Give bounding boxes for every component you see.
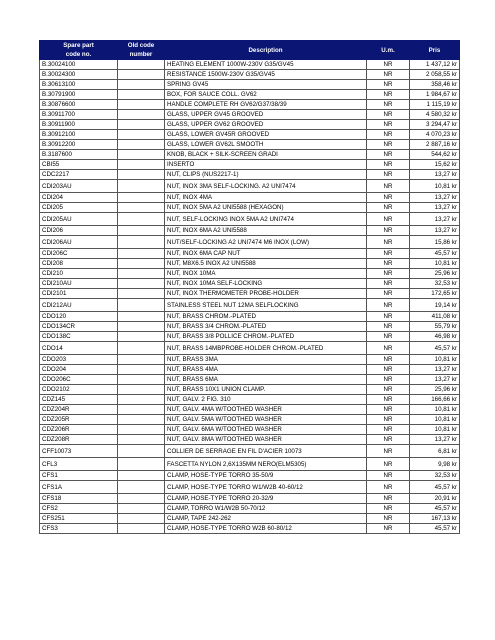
cell-old-code xyxy=(118,312,165,322)
cell-price: 166,66 kr xyxy=(410,395,460,405)
price-list-table xyxy=(39,40,460,534)
cell-price: 10,81 kr xyxy=(410,259,460,269)
cell-price: 15,86 kr xyxy=(410,236,460,249)
cell-price: 45,57 kr xyxy=(410,524,460,534)
cell-old-code xyxy=(118,249,165,259)
cell-price: 2 887,16 kr xyxy=(410,140,460,150)
cell-old-code xyxy=(118,110,165,120)
cell-unit: NR xyxy=(367,170,410,180)
cell-price: 46,98 kr xyxy=(410,332,460,342)
cell-code: CDZ208R xyxy=(40,435,118,445)
cell-unit: NR xyxy=(367,494,410,504)
cell-description: COLLIER DE SERRAGE EN FIL D'ACIER 10073 xyxy=(165,445,367,458)
cell-description: BOX, FOR SAUCE COLL. GV62 xyxy=(165,90,367,100)
table-row xyxy=(40,236,460,249)
header-unit: U.m. xyxy=(367,41,410,60)
table-row xyxy=(40,269,460,279)
cell-description: NUT, GALV. 5MA W/TOOTHED WASHER xyxy=(165,415,367,425)
cell-description: CLAMP, HOSE-TYPE TORRO 35-50/9 xyxy=(165,471,367,481)
cell-old-code xyxy=(118,170,165,180)
table-row xyxy=(40,259,460,269)
table-row xyxy=(40,299,460,312)
cell-description: NUT, INOX 4MA xyxy=(165,193,367,203)
cell-price: 1 115,19 kr xyxy=(410,100,460,110)
cell-description: NUT, GALV. 6MA W/TOOTHED WASHER xyxy=(165,425,367,435)
cell-description: CLAMP, HOSE-TYPE TORRO W1/W2B 40-60/12 xyxy=(165,481,367,494)
cell-code: B.3187600 xyxy=(40,150,118,160)
cell-price: 13,27 kr xyxy=(410,213,460,226)
cell-unit: NR xyxy=(367,395,410,405)
cell-code: B.30912200 xyxy=(40,140,118,150)
table-row xyxy=(40,160,460,170)
cell-description: CLAMP, HOSE-TYPE TORRO W2B 60-80/12 xyxy=(165,524,367,534)
table-row xyxy=(40,100,460,110)
table-row xyxy=(40,445,460,458)
cell-old-code xyxy=(118,160,165,170)
table-row xyxy=(40,524,460,534)
cell-old-code xyxy=(118,405,165,415)
table-row xyxy=(40,415,460,425)
cell-unit: NR xyxy=(367,213,410,226)
cell-unit: NR xyxy=(367,312,410,322)
table-row xyxy=(40,504,460,514)
cell-description: FASCETTA NYLON 2,6X135MM NERO(ELM5305) xyxy=(165,458,367,471)
cell-price: 45,57 kr xyxy=(410,249,460,259)
cell-old-code xyxy=(118,425,165,435)
cell-description: NUT, INOX 3MA SELF-LOCKING. A2 UNI7474 xyxy=(165,180,367,193)
cell-description: NUT, GALV. 8MA W/TOOTHED WASHER xyxy=(165,435,367,445)
cell-old-code xyxy=(118,269,165,279)
cell-price: 10,81 kr xyxy=(410,405,460,415)
table-row xyxy=(40,375,460,385)
cell-description: HEATING ELEMENT 1000W-230V G35/GV45 xyxy=(165,60,367,70)
cell-code: CDZ205R xyxy=(40,415,118,425)
cell-price: 45,57 kr xyxy=(410,504,460,514)
cell-code: CDI206AU xyxy=(40,236,118,249)
cell-unit: NR xyxy=(367,180,410,193)
cell-unit: NR xyxy=(367,299,410,312)
cell-code: CDZ145 xyxy=(40,395,118,405)
cell-description: NUT, BRASS 3/8 POLLICE CHROM.-PLATED xyxy=(165,332,367,342)
cell-unit: NR xyxy=(367,130,410,140)
cell-code: CFL3 xyxy=(40,458,118,471)
cell-unit: NR xyxy=(367,504,410,514)
cell-old-code xyxy=(118,299,165,312)
cell-description: GLASS, UPPER GV45 GROOVED xyxy=(165,110,367,120)
cell-unit: NR xyxy=(367,160,410,170)
cell-unit: NR xyxy=(367,322,410,332)
cell-unit: NR xyxy=(367,471,410,481)
cell-description: NUT, BRASS 3MA xyxy=(165,355,367,365)
table-row xyxy=(40,355,460,365)
table-row xyxy=(40,494,460,504)
cell-description: INSERTO xyxy=(165,160,367,170)
price-list-sheet xyxy=(39,40,459,534)
cell-old-code xyxy=(118,415,165,425)
cell-code: CDO120 xyxy=(40,312,118,322)
table-body xyxy=(40,60,460,534)
cell-unit: NR xyxy=(367,140,410,150)
header-spare-part-line1: Spare part xyxy=(63,42,94,49)
cell-unit: NR xyxy=(367,193,410,203)
cell-description: NUT, INOX 10MA xyxy=(165,269,367,279)
cell-code: CDO2102 xyxy=(40,385,118,395)
cell-price: 544,62 kr xyxy=(410,150,460,160)
cell-price: 13,27 kr xyxy=(410,435,460,445)
cell-unit: NR xyxy=(367,458,410,471)
cell-unit: NR xyxy=(367,90,410,100)
table-row xyxy=(40,312,460,322)
table-row xyxy=(40,60,460,70)
cell-description: SPRING GV45 xyxy=(165,80,367,90)
cell-unit: NR xyxy=(367,385,410,395)
table-row xyxy=(40,481,460,494)
cell-unit: NR xyxy=(367,445,410,458)
cell-description: GLASS, LOWER GV62L SMOOTH xyxy=(165,140,367,150)
cell-price: 13,27 kr xyxy=(410,365,460,375)
cell-description: NUT, INOX 5MA A2 UNI5588 (HEXAGON) xyxy=(165,203,367,213)
cell-price: 25,96 kr xyxy=(410,385,460,395)
cell-unit: NR xyxy=(367,60,410,70)
cell-description: NUT/SELF-LOCKING A2 UNI7474 M6 INOX (LOW) xyxy=(165,236,367,249)
cell-old-code xyxy=(118,435,165,445)
table-row xyxy=(40,110,460,120)
cell-price: 1 984,67 kr xyxy=(410,90,460,100)
cell-code: CDZ206R xyxy=(40,425,118,435)
cell-price: 55,79 kr xyxy=(410,322,460,332)
cell-price: 167,13 kr xyxy=(410,514,460,524)
cell-code: CDI208 xyxy=(40,259,118,269)
cell-old-code xyxy=(118,494,165,504)
cell-price: 4 070,23 kr xyxy=(410,130,460,140)
cell-old-code xyxy=(118,355,165,365)
header-old-code-line2: number xyxy=(129,51,153,58)
cell-price: 2 058,55 kr xyxy=(410,70,460,80)
table-row xyxy=(40,130,460,140)
cell-unit: NR xyxy=(367,249,410,259)
table-row xyxy=(40,514,460,524)
cell-old-code xyxy=(118,140,165,150)
cell-code: CDI206C xyxy=(40,249,118,259)
cell-old-code xyxy=(118,332,165,342)
cell-code: B.30876600 xyxy=(40,100,118,110)
cell-price: 32,53 kr xyxy=(410,279,460,289)
cell-price: 358,46 kr xyxy=(410,80,460,90)
cell-code: CFS18 xyxy=(40,494,118,504)
cell-description: STAINLESS STEEL NUT 12MA SELFLOCKING xyxy=(165,299,367,312)
table-row xyxy=(40,405,460,415)
cell-code: CDI203AU xyxy=(40,180,118,193)
header-price: Pris xyxy=(410,41,460,60)
cell-description: CLAMP, TORRO W1/W2B 50-70/12 xyxy=(165,504,367,514)
table-row xyxy=(40,332,460,342)
cell-old-code xyxy=(118,180,165,193)
cell-code: CDI205AU xyxy=(40,213,118,226)
cell-old-code xyxy=(118,524,165,534)
cell-unit: NR xyxy=(367,110,410,120)
table-row xyxy=(40,193,460,203)
cell-unit: NR xyxy=(367,405,410,415)
cell-old-code xyxy=(118,236,165,249)
cell-code: CDI210AU xyxy=(40,279,118,289)
cell-code: CDO138C xyxy=(40,332,118,342)
cell-old-code xyxy=(118,514,165,524)
table-row xyxy=(40,279,460,289)
cell-unit: NR xyxy=(367,70,410,80)
cell-old-code xyxy=(118,504,165,514)
cell-old-code xyxy=(118,322,165,332)
cell-code: CDO134CR xyxy=(40,322,118,332)
cell-code: B.30024100 xyxy=(40,60,118,70)
table-row xyxy=(40,170,460,180)
cell-price: 45,57 kr xyxy=(410,481,460,494)
cell-price: 19,14 kr xyxy=(410,299,460,312)
cell-code: CFF10073 xyxy=(40,445,118,458)
cell-description: GLASS, UPPER GV62 GROOVED xyxy=(165,120,367,130)
cell-price: 25,96 kr xyxy=(410,269,460,279)
cell-old-code xyxy=(118,395,165,405)
table-row xyxy=(40,150,460,160)
cell-old-code xyxy=(118,60,165,70)
cell-price: 10,81 kr xyxy=(410,415,460,425)
cell-unit: NR xyxy=(367,150,410,160)
cell-old-code xyxy=(118,289,165,299)
cell-code: CFS251 xyxy=(40,514,118,524)
cell-description: GLASS, LOWER GV45R GROOVED xyxy=(165,130,367,140)
cell-code: CDI212AU xyxy=(40,299,118,312)
cell-code: B.30912100 xyxy=(40,130,118,140)
cell-price: 3 294,47 kr xyxy=(410,120,460,130)
cell-description: NUT, BRASS CHROM.-PLATED xyxy=(165,312,367,322)
table-row xyxy=(40,322,460,332)
table-row xyxy=(40,70,460,80)
table-row xyxy=(40,395,460,405)
cell-old-code xyxy=(118,458,165,471)
cell-unit: NR xyxy=(367,269,410,279)
cell-price: 172,65 kr xyxy=(410,289,460,299)
cell-unit: NR xyxy=(367,120,410,130)
header-spare-part xyxy=(40,41,118,60)
table-row xyxy=(40,289,460,299)
cell-price: 32,53 kr xyxy=(410,471,460,481)
cell-old-code xyxy=(118,100,165,110)
cell-old-code xyxy=(118,481,165,494)
cell-code: CDO206C xyxy=(40,375,118,385)
cell-old-code xyxy=(118,213,165,226)
cell-description: NUT, BRASS 14MBPROBE-HOLDER CHROM.-PLATED xyxy=(165,342,367,355)
cell-code: CFS2 xyxy=(40,504,118,514)
table-row xyxy=(40,213,460,226)
table-row xyxy=(40,249,460,259)
cell-unit: NR xyxy=(367,236,410,249)
cell-description: NUT, INOX 6MA CAP NUT xyxy=(165,249,367,259)
cell-unit: NR xyxy=(367,481,410,494)
cell-unit: NR xyxy=(367,375,410,385)
table-row xyxy=(40,203,460,213)
cell-description: NUT, M8X6.5 INOX A2 UNI5588 xyxy=(165,259,367,269)
table-row xyxy=(40,425,460,435)
cell-description: NUT, GALV. 2 FIG. 310 xyxy=(165,395,367,405)
cell-code: CDZ204R xyxy=(40,405,118,415)
cell-description: NUT, INOX 10MA SELF-LOCKING xyxy=(165,279,367,289)
cell-price: 15,62 kr xyxy=(410,160,460,170)
table-row xyxy=(40,90,460,100)
cell-old-code xyxy=(118,120,165,130)
table-header xyxy=(40,41,460,60)
cell-description: NUT, INOX 6MA A2 UNI5588 xyxy=(165,226,367,236)
cell-unit: NR xyxy=(367,514,410,524)
header-description: Description xyxy=(165,41,367,60)
cell-description: HANDLE COMPLETE RH GV62/G37/38/39 xyxy=(165,100,367,110)
cell-code: CDO203 xyxy=(40,355,118,365)
cell-unit: NR xyxy=(367,203,410,213)
cell-old-code xyxy=(118,150,165,160)
cell-price: 4 580,32 kr xyxy=(410,110,460,120)
cell-code: B.30911900 xyxy=(40,120,118,130)
cell-price: 13,27 kr xyxy=(410,170,460,180)
cell-unit: NR xyxy=(367,80,410,90)
header-old-code xyxy=(118,41,165,60)
cell-code: CFS1 xyxy=(40,471,118,481)
cell-old-code xyxy=(118,279,165,289)
cell-description: NUT, SELF-LOCKING INOX 5MA A2 UNI7474 xyxy=(165,213,367,226)
cell-description: KNOB, BLACK + SILK-SCREEN GRADI xyxy=(165,150,367,160)
table-row xyxy=(40,435,460,445)
table-row xyxy=(40,365,460,375)
cell-unit: NR xyxy=(367,100,410,110)
cell-old-code xyxy=(118,471,165,481)
cell-code: CFS1A xyxy=(40,481,118,494)
cell-price: 13,27 kr xyxy=(410,203,460,213)
header-spare-part-line2: code no. xyxy=(65,51,92,58)
table-row xyxy=(40,458,460,471)
cell-description: NUT, BRASS 10X1 UNION CLAMP. xyxy=(165,385,367,395)
cell-price: 10,81 kr xyxy=(410,180,460,193)
cell-old-code xyxy=(118,445,165,458)
cell-description: NUT, INOX THERMOMETER PROBE-HOLDER xyxy=(165,289,367,299)
cell-unit: NR xyxy=(367,415,410,425)
cell-code: CDI206 xyxy=(40,226,118,236)
cell-price: 6,81 kr xyxy=(410,445,460,458)
cell-old-code xyxy=(118,80,165,90)
cell-price: 411,08 kr xyxy=(410,312,460,322)
cell-old-code xyxy=(118,90,165,100)
cell-description: NUT, BRASS 6MA xyxy=(165,375,367,385)
table-row xyxy=(40,385,460,395)
cell-description: NUT, CLIPS (NUS2217-1) xyxy=(165,170,367,180)
cell-old-code xyxy=(118,130,165,140)
table-row xyxy=(40,140,460,150)
cell-code: B.30613100 xyxy=(40,80,118,90)
cell-price: 13,27 kr xyxy=(410,375,460,385)
cell-price: 13,27 kr xyxy=(410,226,460,236)
cell-unit: NR xyxy=(367,289,410,299)
cell-description: NUT, BRASS 3/4 CHROM.-PLATED xyxy=(165,322,367,332)
cell-old-code xyxy=(118,226,165,236)
cell-price: 13,27 kr xyxy=(410,193,460,203)
cell-code: CDI210 xyxy=(40,269,118,279)
cell-old-code xyxy=(118,342,165,355)
cell-code: CDO204 xyxy=(40,365,118,375)
table-row xyxy=(40,120,460,130)
cell-unit: NR xyxy=(367,425,410,435)
table-row xyxy=(40,180,460,193)
cell-unit: NR xyxy=(367,279,410,289)
cell-unit: NR xyxy=(367,226,410,236)
cell-unit: NR xyxy=(367,435,410,445)
cell-description: CLAMP, HOSE-TYPE TORRO 20-32/9 xyxy=(165,494,367,504)
cell-price: 20,91 kr xyxy=(410,494,460,504)
table-row xyxy=(40,342,460,355)
cell-old-code xyxy=(118,203,165,213)
cell-description: RESISTANCE 1500W-230V G35/GV45 xyxy=(165,70,367,80)
table-row xyxy=(40,471,460,481)
cell-old-code xyxy=(118,365,165,375)
cell-old-code xyxy=(118,375,165,385)
cell-code: CBI55 xyxy=(40,160,118,170)
cell-code: CDC2217 xyxy=(40,170,118,180)
cell-old-code xyxy=(118,193,165,203)
table-row xyxy=(40,226,460,236)
cell-unit: NR xyxy=(367,524,410,534)
cell-unit: NR xyxy=(367,365,410,375)
cell-code: CDI205 xyxy=(40,203,118,213)
cell-code: CDI2101 xyxy=(40,289,118,299)
cell-description: CLAMP, TAPE 242-262 xyxy=(165,514,367,524)
cell-price: 45,57 kr xyxy=(410,342,460,355)
cell-old-code xyxy=(118,70,165,80)
cell-description: NUT, GALV. 4MA W/TOOTHED WASHER xyxy=(165,405,367,415)
cell-unit: NR xyxy=(367,342,410,355)
cell-code: B.30024300 xyxy=(40,70,118,80)
cell-code: CDI204 xyxy=(40,193,118,203)
cell-code: B.30791900 xyxy=(40,90,118,100)
cell-old-code xyxy=(118,259,165,269)
cell-price: 10,81 kr xyxy=(410,355,460,365)
cell-unit: NR xyxy=(367,259,410,269)
cell-price: 1 437,12 kr xyxy=(410,60,460,70)
header-old-code-line1: Old code xyxy=(127,42,155,49)
cell-price: 10,81 kr xyxy=(410,425,460,435)
table-row xyxy=(40,80,460,90)
cell-unit: NR xyxy=(367,332,410,342)
cell-code: CDO14 xyxy=(40,342,118,355)
cell-old-code xyxy=(118,385,165,395)
cell-code: B.30911700 xyxy=(40,110,118,120)
cell-price: 9,98 kr xyxy=(410,458,460,471)
cell-code: CFS3 xyxy=(40,524,118,534)
cell-unit: NR xyxy=(367,355,410,365)
cell-description: NUT, BRASS 4MA xyxy=(165,365,367,375)
